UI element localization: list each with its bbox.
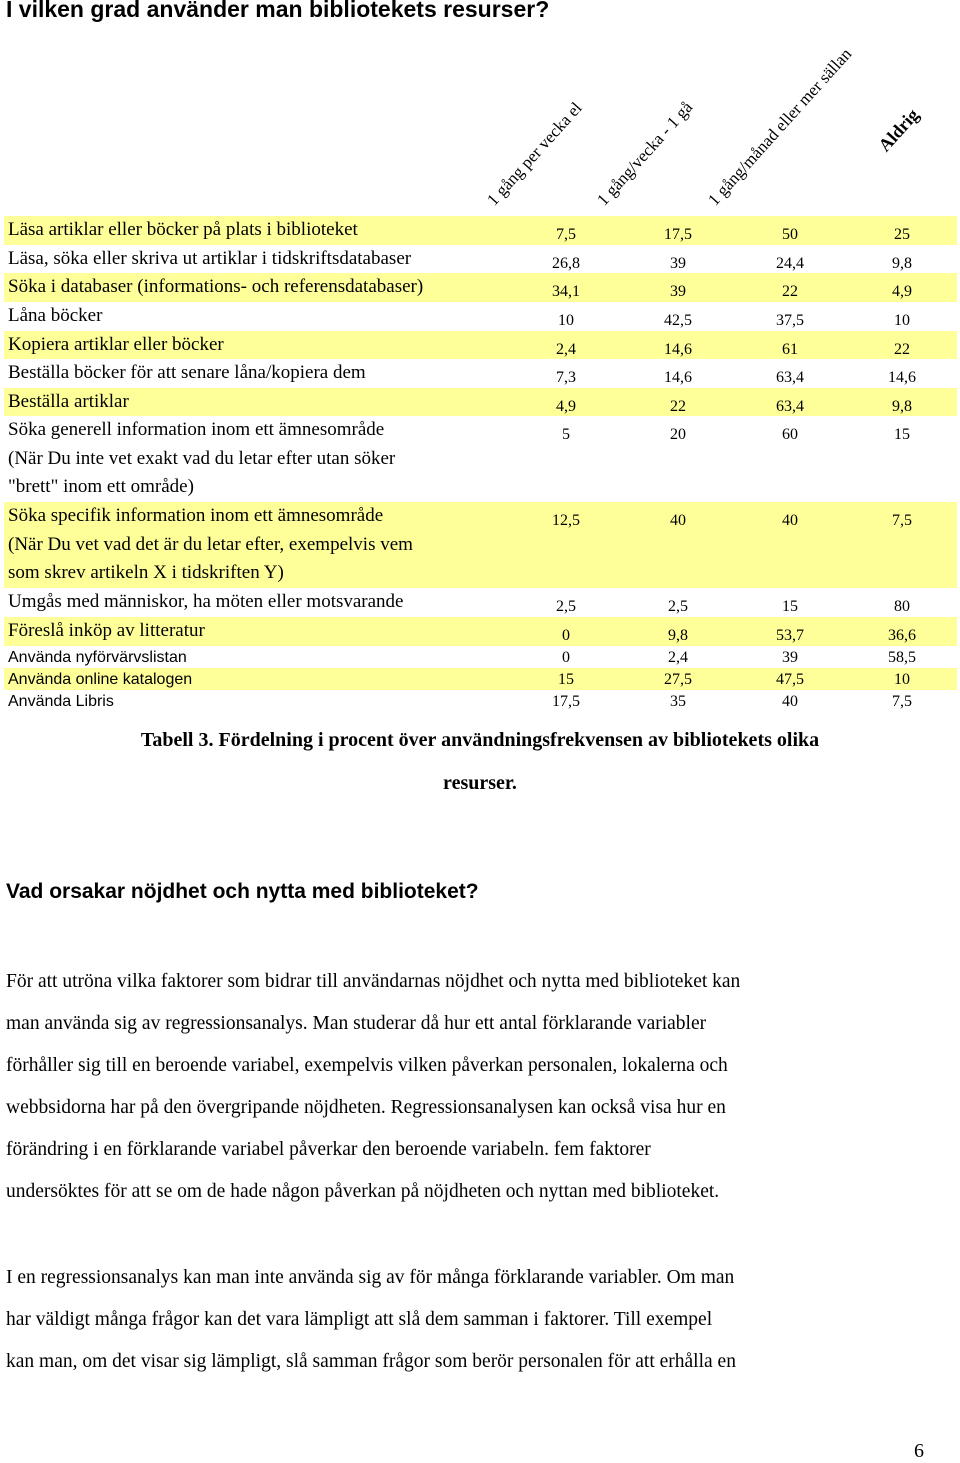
paragraph-line: För att utröna vilka faktorer som bidrar till användarnas nöjdhet och nytta med biblioteket kan [6, 971, 741, 992]
row-label [8, 273, 423, 302]
table-cell-value: 47,5 [776, 671, 804, 688]
table-cell-value: 7,3 [556, 369, 576, 386]
table-caption: Tabell 3. Fördelning i procent över användningsfrekvensen av bibliotekets olika [140, 729, 820, 751]
table-cell-value: 17,5 [664, 226, 692, 243]
table-cell-value: 27,5 [664, 671, 692, 688]
table-row [4, 588, 957, 617]
table-cell-value: 36,6 [888, 627, 916, 644]
row-label [8, 690, 114, 713]
table-cell-value: 9,8 [892, 398, 912, 415]
table-cell-value: 35 [670, 693, 686, 710]
paragraph-regression-intro [6, 968, 956, 1220]
table-cell-value: 63,4 [776, 369, 804, 386]
table-caption-continued: resurser. [443, 772, 517, 794]
paragraph-line: förändring i en förklarande variabel påverkar den beroende variabeln. fem faktorer [6, 1139, 651, 1160]
table-cell-value: 9,8 [892, 255, 912, 272]
table-cell-value: 24,4 [776, 255, 804, 272]
table-row [4, 245, 957, 273]
table-cell-value: 22 [782, 283, 798, 300]
row-label-line: Läsa artiklar eller böcker på plats i biblioteket [8, 219, 358, 240]
table-row [4, 646, 957, 668]
table-cell-value: 40 [670, 512, 686, 529]
table-cell-value: 14,6 [664, 369, 692, 386]
paragraph-line: har väldigt många frågor kan det vara lämpligt att slå dem samman i faktorer. Till exempel [6, 1309, 713, 1330]
table-row [4, 273, 957, 302]
table-cell-value: 2,5 [556, 598, 576, 615]
table-cell-value: 0 [562, 627, 570, 644]
paragraph-line: förhåller sig till en beroende variabel, exempelvis vilken påverkan personalen, lokalerna och [6, 1055, 728, 1076]
table-row [4, 388, 957, 416]
table-cell-value: 80 [894, 598, 910, 615]
column-header-monthly-or-less: 1 gång/månad eller mer sällan [704, 44, 856, 210]
table-row [4, 668, 957, 690]
row-label-line: Umgås med människor, ha möten eller motsvarande [8, 591, 404, 612]
table-cell-value: 34,1 [552, 283, 580, 300]
table-row [4, 359, 957, 388]
row-label-line: "brett" inom ett område) [8, 476, 194, 497]
table-cell-value: 39 [782, 649, 798, 666]
row-label-line: Söka generell information inom ett ämnesområde [8, 419, 385, 440]
paragraph-line: man använda sig av regressionsanalys. Man studerar då hur ett antal förklarande variabler [6, 1013, 707, 1034]
table-cell-value: 40 [782, 693, 798, 710]
table-cell-value: 5 [562, 426, 570, 443]
row-label-line: Låna böcker [8, 305, 103, 326]
row-label [8, 245, 411, 274]
table-cell-value: 42,5 [664, 312, 692, 329]
row-label [8, 416, 395, 502]
row-label-line: Föreslå inköp av litteratur [8, 620, 205, 641]
row-label-line: Söka i databaser (informations- och referensdatabaser) [8, 276, 424, 297]
section-heading: Vad orsakar nöjdhet och nytta med biblioteket? [6, 880, 479, 903]
table-cell-value: 58,5 [888, 649, 916, 666]
row-label-line: Söka specifik information inom ett ämnesområde [8, 505, 384, 526]
table-cell-value: 40 [782, 512, 798, 529]
table-cell-value: 14,6 [664, 341, 692, 358]
row-label-line: Beställa artiklar [8, 391, 129, 412]
row-label [8, 359, 366, 388]
table-cell-value: 4,9 [892, 283, 912, 300]
row-label [8, 668, 192, 691]
paragraph-line: webbsidorna har på den övergripande nöjdheten. Regressionsanalysen kan också visa hur en [6, 1097, 726, 1118]
row-label-line: Kopiera artiklar eller böcker [8, 334, 224, 355]
row-label [8, 388, 129, 417]
table-cell-value: 2,4 [556, 341, 576, 358]
table-cell-value: 7,5 [892, 693, 912, 710]
table-cell-value: 7,5 [892, 512, 912, 529]
table-cell-value: 10 [558, 312, 574, 329]
table-cell-value: 4,9 [556, 398, 576, 415]
table-cell-value: 17,5 [552, 693, 580, 710]
row-label-line: Använda online katalogen [8, 671, 193, 688]
row-label [8, 588, 404, 617]
table-cell-value: 61 [782, 341, 798, 358]
row-label-line: Beställa böcker för att senare låna/kopiera dem [8, 362, 366, 383]
row-label [8, 502, 413, 588]
table-cell-value: 20 [670, 426, 686, 443]
row-label [8, 216, 358, 245]
paragraph-regression-factors [6, 1264, 956, 1390]
table-cell-value: 10 [894, 312, 910, 329]
column-header-weekly-monthly: 1 gång/vecka - 1 gå [593, 97, 697, 210]
table-cell-value: 14,6 [888, 369, 916, 386]
row-label-line: (När Du inte vet exakt vad du letar efter utan söker [8, 447, 396, 469]
table-row [4, 690, 957, 712]
table-cell-value: 25 [894, 226, 910, 243]
table-cell-value: 22 [894, 341, 910, 358]
table-row [4, 416, 957, 502]
table-cell-value: 9,8 [668, 627, 688, 644]
table-cell-value: 60 [782, 426, 798, 443]
row-label-line: Använda Libris [8, 693, 114, 710]
column-header-weekly-or-more: 1 gång per vecka el [483, 98, 586, 210]
row-label-line: Läsa, söka eller skriva ut artiklar i tidskriftsdatabaser [8, 248, 412, 269]
table-cell-value: 15 [782, 598, 798, 615]
table-cell-value: 0 [562, 649, 570, 666]
paragraph-line: undersöktes för att se om de hade någon påverkan på nöjdheten och nyttan med biblioteket. [6, 1181, 720, 1202]
table-cell-value: 15 [558, 671, 574, 688]
row-label [8, 331, 224, 360]
column-header-never: Aldrig [874, 104, 923, 156]
row-label [8, 617, 205, 646]
page-number: 6 [914, 1440, 924, 1462]
table-cell-value: 63,4 [776, 398, 804, 415]
table-row [4, 331, 957, 359]
table-cell-value: 37,5 [776, 312, 804, 329]
row-label-line: som skrev artikeln X i tidskriften Y) [8, 562, 284, 583]
table-cell-value: 2,4 [668, 649, 688, 666]
table-row [4, 216, 957, 245]
table-row [4, 502, 957, 588]
row-label [8, 646, 187, 669]
table-cell-value: 15 [894, 426, 910, 443]
table-cell-value: 22 [670, 398, 686, 415]
table-cell-value: 26,8 [552, 255, 580, 272]
table-cell-value: 12,5 [552, 512, 580, 529]
table-cell-value: 7,5 [556, 226, 576, 243]
row-label [8, 302, 102, 331]
table-cell-value: 50 [782, 226, 798, 243]
table-row [4, 617, 957, 646]
paragraph-line: kan man, om det visar sig lämpligt, slå samman frågor som berör personalen för att erhålla en [6, 1351, 736, 1372]
table-cell-value: 39 [670, 283, 686, 300]
paragraph-line: I en regressionsanalys kan man inte använda sig av för många förklarande variabler. Om man [6, 1267, 735, 1288]
table-cell-value: 2,5 [668, 598, 688, 615]
row-label-line: (När Du vet vad det är du letar efter, exempelvis vem [8, 533, 413, 555]
table-cell-value: 39 [670, 255, 686, 272]
page-title: I vilken grad använder man bibliotekets resurser? [6, 0, 550, 22]
row-label-line: Använda nyförvärvslistan [8, 649, 187, 666]
table-row [4, 302, 957, 331]
table-cell-value: 10 [894, 671, 910, 688]
table-cell-value: 53,7 [776, 627, 804, 644]
